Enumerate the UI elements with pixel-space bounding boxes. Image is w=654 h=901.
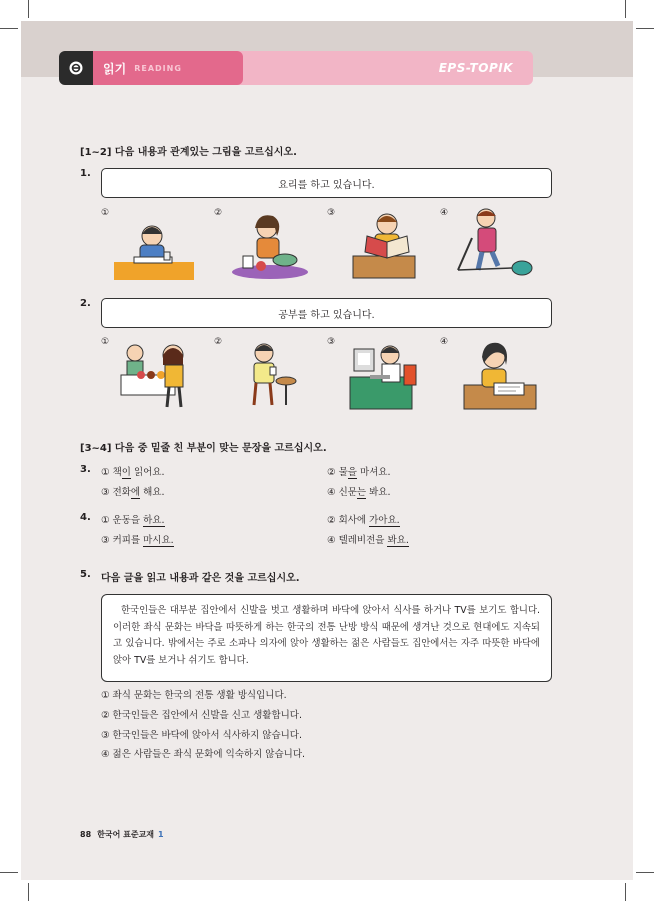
q2-option-1-mark[interactable]: ① — [101, 337, 110, 347]
instruction-5: 다음 글을 읽고 내용과 같은 것을 고르십시오. — [101, 573, 300, 584]
crop-mark — [28, 0, 29, 18]
option-text: 봐요. — [366, 487, 391, 498]
header-subtitle: READING — [134, 63, 182, 73]
q2-option-3-mark[interactable]: ③ — [327, 337, 336, 347]
option-text: 신문 — [338, 487, 357, 498]
instruction-3-4: [3~4] 다음 중 밑줄 친 부분이 맞는 문장을 고르십시오. — [80, 443, 327, 454]
q1-option-4-mark[interactable]: ④ — [440, 208, 449, 218]
crop-mark — [0, 872, 18, 873]
question-2-number: 2. — [80, 298, 91, 309]
q1-picture-eating[interactable] — [110, 212, 200, 287]
q3-option-1[interactable] — [101, 464, 165, 478]
crop-mark — [625, 0, 626, 18]
book-title: 한국어 표준교재 — [97, 830, 155, 839]
option-mark: ④ — [327, 487, 336, 498]
q3-option-4[interactable] — [327, 484, 391, 498]
q2-picture-shopping[interactable] — [115, 337, 205, 412]
q1-picture-reading[interactable] — [343, 206, 433, 281]
q2-option-4-mark[interactable]: ④ — [440, 337, 449, 347]
page-number: 88 — [80, 830, 92, 839]
underlined-part: 마시요. — [143, 535, 174, 546]
q1-picture-cooking[interactable] — [225, 206, 315, 281]
underlined-part: 는 — [356, 487, 367, 498]
page-footer — [80, 829, 164, 840]
section-header — [59, 51, 533, 85]
question-2-box: 공부를 하고 있습니다. — [101, 298, 552, 328]
crop-mark — [636, 28, 654, 29]
q1-picture-vacuuming[interactable] — [452, 206, 542, 281]
crop-mark — [0, 28, 18, 29]
q2-picture-studying[interactable] — [458, 337, 548, 412]
option-mark: ④ — [327, 535, 336, 546]
header-title: 읽기 — [103, 61, 127, 76]
option-mark: ① — [101, 515, 110, 526]
option-text: 운동을 — [112, 515, 144, 526]
option-text: 커피를 — [112, 535, 144, 546]
instruction-1-2: [1~2] 다음 내용과 관계있는 그림을 고르십시오. — [80, 147, 297, 158]
crop-mark — [625, 883, 626, 901]
question-1-number: 1. — [80, 168, 91, 179]
q4-option-1[interactable] — [101, 512, 165, 526]
option-text: 책 — [112, 467, 122, 478]
underlined-part: 가아요. — [369, 515, 400, 526]
underlined-part: 을 — [347, 467, 357, 478]
q5-option-4[interactable]: ④ 젊은 사람들은 좌식 문화에 익숙하지 않습니다. — [101, 749, 306, 760]
option-mark: ① — [101, 467, 110, 478]
option-mark: ③ — [101, 487, 110, 498]
underlined-part: 봐요. — [387, 535, 409, 546]
q5-option-3[interactable]: ③ 한국인들은 바닥에 앉아서 식사하지 않습니다. — [101, 730, 302, 741]
question-1-box: 요리를 하고 있습니다. — [101, 168, 552, 198]
crop-mark — [636, 872, 654, 873]
q1-option-3-mark[interactable]: ③ — [327, 208, 336, 218]
q4-option-3[interactable] — [101, 532, 174, 546]
reading-passage — [101, 594, 552, 682]
option-text: 회사에 — [338, 515, 370, 526]
volume-number: 1 — [158, 830, 164, 839]
q3-option-2[interactable] — [327, 464, 391, 478]
q3-option-3[interactable] — [101, 484, 165, 498]
header-title-bar — [93, 51, 243, 85]
q5-option-2[interactable]: ② 한국인들은 집안에서 신발을 신고 생활합니다. — [101, 710, 302, 721]
header-brand-bar — [237, 51, 533, 85]
underlined-part: 이 — [121, 467, 131, 478]
q4-option-4[interactable] — [327, 532, 409, 546]
question-5-number: 5. — [80, 569, 91, 580]
q2-picture-drinking[interactable] — [234, 337, 324, 412]
q5-option-1[interactable]: ① 좌식 문화는 한국의 전통 생활 방식입니다. — [101, 690, 287, 701]
q1-option-1-mark[interactable]: ① — [101, 208, 110, 218]
option-mark: ② — [327, 467, 336, 478]
passage-text: 한국인들은 대부분 집안에서 신발을 벗고 생활하며 바닥에 앉아서 식사를 하거나 TV를 보기도 합니다. 이러한 좌식 문화는 바닥을 따뜻하게 하는 한국의 전통 난방 방식 때문에 생겨난 것으로 현대에도 지속되고 있습니다. 밖에서는 주로 소파나 의자에 앉아 생활하는 젊은 사람들도 집안에서는 자주 따뜻한 바닥에 앉아 TV를 보거나 쉬기도 합니다. — [113, 605, 540, 666]
q2-option-2-mark[interactable]: ② — [214, 337, 223, 347]
underlined-part: 하요. — [143, 515, 165, 526]
reading-icon — [59, 51, 93, 85]
underlined-part: 에 — [130, 487, 141, 498]
option-text: 해요. — [140, 487, 165, 498]
option-text: 읽어요. — [130, 467, 165, 478]
q2-picture-computer[interactable] — [344, 337, 434, 412]
q4-option-2[interactable] — [327, 512, 400, 526]
q1-option-2-mark[interactable]: ② — [214, 208, 223, 218]
option-text: 전화 — [112, 487, 131, 498]
option-text: 텔레비전을 — [338, 535, 388, 546]
option-text: 마셔요. — [356, 467, 391, 478]
question-3-number: 3. — [80, 464, 91, 475]
option-text: 물 — [338, 467, 348, 478]
brand-label: EPS-TOPIK — [438, 61, 513, 75]
option-mark: ② — [327, 515, 336, 526]
crop-mark — [28, 883, 29, 901]
question-4-number: 4. — [80, 512, 91, 523]
option-mark: ③ — [101, 535, 110, 546]
